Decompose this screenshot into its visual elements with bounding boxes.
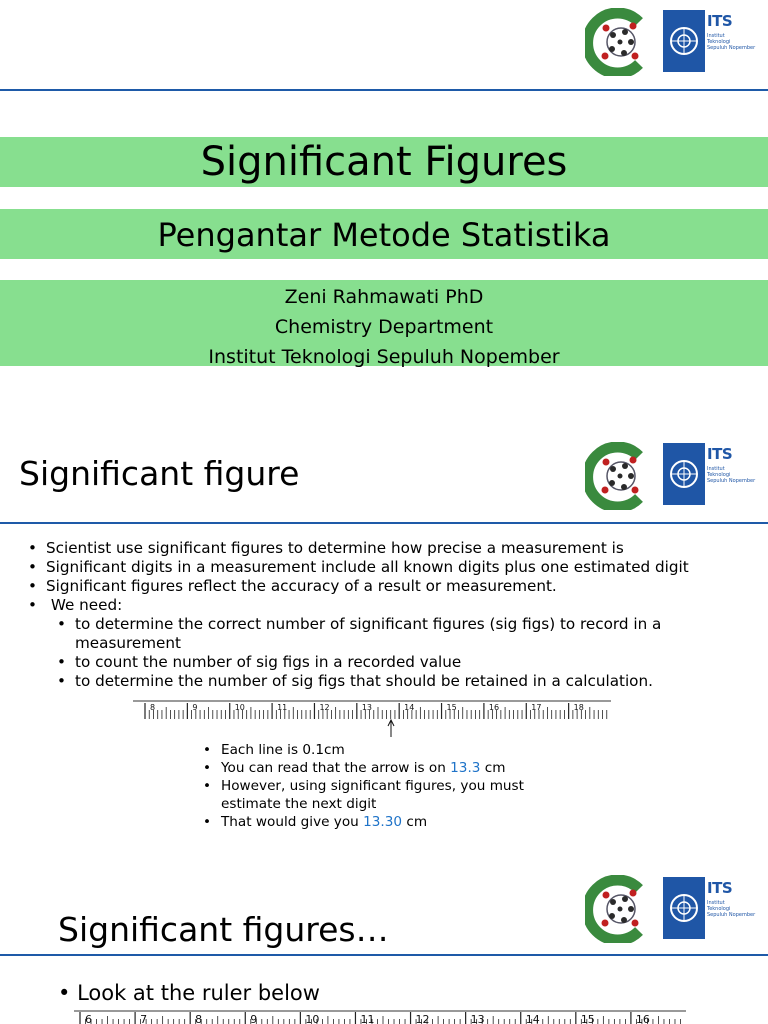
ruler-label: 11 (360, 1013, 375, 1024)
sub-list-item: • to determine the number of sig figs that should be retained in a calculation. (28, 672, 758, 691)
ruler-label: 9 (250, 1013, 258, 1024)
arrow-indicator (388, 720, 394, 737)
list-item: • We need: (28, 596, 758, 615)
author-name: Zeni Rahmawati PhD (284, 286, 484, 308)
ruler-label: 15 (446, 703, 457, 712)
ruler-label: 11 (277, 703, 288, 712)
ruler-image (133, 699, 611, 739)
slide-title: Significant Figures (200, 139, 568, 185)
list-item: • However, using significant figures, you must estimate the next digit (203, 777, 563, 813)
ruler-label: 14 (404, 703, 415, 712)
author-department: Chemistry Department (274, 316, 494, 338)
ruler-label: 7 (140, 1013, 148, 1024)
ruler-label: 13 (361, 703, 373, 712)
author-band (0, 280, 768, 366)
ruler-label: 18 (573, 703, 584, 712)
ruler-label: 17 (531, 703, 542, 712)
list-item: • You can read that the arrow is on 13.3 cm (203, 759, 563, 777)
chemistry-logo (585, 442, 649, 510)
significant-figures-slide (0, 860, 768, 1024)
ruler-label: 9 (192, 703, 198, 712)
ruler-label: 15 (580, 1013, 595, 1024)
chemistry-logo (585, 875, 649, 943)
list-item: • That would give you 13.30 cm (203, 813, 563, 831)
list-item: • Scientist use significant figures to determine how precise a measurement is (28, 539, 758, 558)
its-logo (663, 10, 761, 72)
sub-list-item: • to count the number of sig figs in a recorded value (28, 653, 758, 672)
title-band (0, 137, 768, 187)
ruler-image (74, 1010, 686, 1024)
ruler-label: 8 (195, 1013, 203, 1024)
title-slide (0, 0, 768, 412)
slide-subtitle: Pengantar Metode Statistika (157, 216, 611, 254)
header-rule (0, 522, 768, 524)
ruler-label: 8 (150, 703, 156, 712)
ruler-notes (203, 741, 563, 831)
ruler-label: 12 (415, 1013, 430, 1024)
ruler-label: 16 (635, 1013, 650, 1024)
list-item: • Significant figures reflect the accuracy of a result or measurement. (28, 577, 758, 596)
sub-list-item: • to determine the correct number of significant figures (sig figs) to record in a measurement (28, 615, 758, 653)
its-logo: ITS Institut Teknologi Sepuluh Nopember (663, 443, 761, 505)
significant-figure-slide (0, 432, 768, 852)
ruler-label: 10 (305, 1013, 320, 1024)
its-logo-subtext: Institut Teknologi Sepuluh Nopember (707, 33, 756, 51)
its-logo: ITS Institut Teknologi Sepuluh Nopember (663, 877, 761, 939)
header-rule (0, 89, 768, 91)
ruler-label: 10 (234, 703, 245, 712)
header-rule (0, 954, 768, 956)
chemistry-logo (585, 8, 649, 76)
highlight-value: 13.3 (450, 760, 481, 776)
slide-heading: Significant figure (19, 454, 300, 493)
highlight-value: 13.30 (363, 814, 403, 830)
list-item: • Each line is 0.1cm (203, 741, 563, 759)
slide-heading: Significant figures… (58, 910, 389, 949)
bullet-list (28, 539, 758, 691)
ruler-label: 6 (85, 1013, 92, 1024)
subtitle-band (0, 209, 768, 259)
ruler-label: 14 (525, 1013, 540, 1024)
ruler-label: 12 (319, 703, 330, 712)
ruler-label: 13 (470, 1013, 485, 1024)
author-institution: Institut Teknologi Sepuluh Nopember (208, 346, 560, 368)
ruler-label: 16 (488, 703, 500, 712)
list-item: • Look at the ruler below (58, 981, 320, 1005)
its-logo-text: ITS (707, 12, 733, 30)
list-item: • Significant digits in a measurement include all known digits plus one estimated digit (28, 558, 758, 577)
